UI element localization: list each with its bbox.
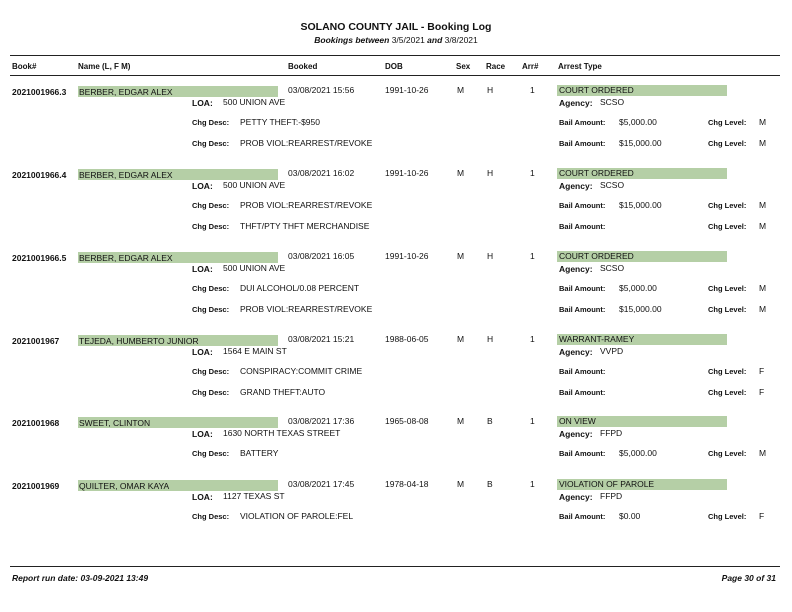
booking-number: 2021001966.5 [12, 253, 67, 263]
chg-desc-value: PROB VIOL:REARREST/REVOKE [240, 138, 373, 148]
arrest-type: WARRANT-RAMEY [559, 334, 635, 344]
loa-label: LOA: [192, 181, 213, 191]
agency-value: SCSO [600, 97, 625, 107]
chg-desc-label: Chg Desc: [192, 512, 230, 521]
inmate-name: BERBER, EDGAR ALEX [79, 253, 173, 263]
race: H [487, 334, 494, 344]
loa-value: 500 UNION AVE [223, 97, 286, 107]
col-arrest-type: Arrest Type [558, 62, 602, 71]
chg-level-value: M [759, 448, 767, 458]
col-book: Book# [12, 62, 37, 71]
race: H [487, 251, 494, 261]
loa-value: 1630 NORTH TEXAS STREET [223, 428, 341, 438]
chg-level-label: Chg Level: [708, 305, 747, 314]
page-number: Page 30 of 31 [721, 573, 776, 583]
booking-number: 2021001968 [12, 418, 60, 428]
chg-level-label: Chg Level: [708, 284, 747, 293]
chg-desc-label: Chg Desc: [192, 139, 230, 148]
booking-number: 2021001969 [12, 481, 60, 491]
bail-amount-label: Bail Amount: [559, 201, 606, 210]
arrest-type: COURT ORDERED [559, 85, 634, 95]
loa-label: LOA: [192, 429, 213, 439]
chg-desc-value: DUI ALCOHOL/0.08 PERCENT [240, 283, 360, 293]
col-arr: Arr# [522, 62, 539, 71]
dob: 1978-04-18 [385, 479, 429, 489]
header-rule [10, 55, 780, 56]
sex: M [457, 479, 465, 489]
race: H [487, 85, 494, 95]
sex: M [457, 168, 465, 178]
chg-level-value: M [759, 117, 767, 127]
bail-amount-label: Bail Amount: [559, 305, 606, 314]
race: B [487, 416, 493, 426]
chg-level-label: Chg Level: [708, 388, 747, 397]
chg-level-label: Chg Level: [708, 201, 747, 210]
dob: 1988-06-05 [385, 334, 429, 344]
agency-value: FFPD [600, 491, 623, 501]
agency-value: FFPD [600, 428, 623, 438]
chg-desc-value: VIOLATION OF PAROLE:FEL [240, 511, 354, 521]
col-race: Race [486, 62, 506, 71]
col-sex: Sex [456, 62, 471, 71]
chg-level-value: M [759, 221, 767, 231]
col-name: Name (L, F M) [78, 62, 131, 71]
bail-amount-label: Bail Amount: [559, 284, 606, 293]
arrest-number: 1 [530, 416, 535, 426]
loa-label: LOA: [192, 492, 213, 502]
bail-amount-value: $15,000.00 [619, 138, 662, 148]
bail-amount-label: Bail Amount: [559, 449, 606, 458]
dob: 1991-10-26 [385, 85, 429, 95]
booked-datetime: 03/08/2021 16:02 [288, 168, 355, 178]
bail-amount-value: $15,000.00 [619, 304, 662, 314]
arrest-number: 1 [530, 334, 535, 344]
arrest-number: 1 [530, 85, 535, 95]
chg-desc-label: Chg Desc: [192, 201, 230, 210]
dob: 1991-10-26 [385, 168, 429, 178]
chg-desc-value: PROB VIOL:REARREST/REVOKE [240, 304, 373, 314]
bail-amount-label: Bail Amount: [559, 118, 606, 127]
report-subtitle [0, 35, 792, 45]
booking-number: 2021001966.3 [12, 87, 67, 97]
agency-value: VVPD [600, 346, 624, 356]
arrest-number: 1 [530, 251, 535, 261]
booked-datetime: 03/08/2021 17:45 [288, 479, 355, 489]
chg-level-label: Chg Level: [708, 222, 747, 231]
chg-desc-label: Chg Desc: [192, 118, 230, 127]
chg-desc-label: Chg Desc: [192, 284, 230, 293]
loa-value: 500 UNION AVE [223, 263, 286, 273]
chg-desc-label: Chg Desc: [192, 222, 230, 231]
col-dob: DOB [385, 62, 403, 71]
race: B [487, 479, 493, 489]
chg-desc-value: PROB VIOL:REARREST/REVOKE [240, 200, 373, 210]
subtitle-prefix: Bookings between [314, 35, 390, 45]
chg-level-value: M [759, 283, 767, 293]
sex: M [457, 85, 465, 95]
col-booked: Booked [288, 62, 318, 71]
loa-label: LOA: [192, 347, 213, 357]
chg-level-label: Chg Level: [708, 139, 747, 148]
bail-amount-value: $5,000.00 [619, 117, 657, 127]
chg-level-label: Chg Level: [708, 512, 747, 521]
chg-level-value: F [759, 366, 765, 376]
bail-amount-value: $0.00 [619, 511, 641, 521]
bail-amount-value: $5,000.00 [619, 283, 657, 293]
agency-label: Agency: [559, 181, 593, 191]
race: H [487, 168, 494, 178]
report-title: SOLANO COUNTY JAIL - Booking Log [300, 21, 492, 33]
agency-label: Agency: [559, 429, 593, 439]
loa-label: LOA: [192, 264, 213, 274]
chg-desc-label: Chg Desc: [192, 367, 230, 376]
report-run-date: Report run date: 03-09-2021 13:49 [12, 573, 149, 583]
bail-amount-label: Bail Amount: [559, 512, 606, 521]
agency-value: SCSO [600, 263, 625, 273]
chg-level-label: Chg Level: [708, 118, 747, 127]
arrest-type: VIOLATION OF PAROLE [559, 479, 655, 489]
agency-label: Agency: [559, 264, 593, 274]
agency-label: Agency: [559, 492, 593, 502]
chg-desc-value: BATTERY [240, 448, 279, 458]
bail-amount-label: Bail Amount: [559, 222, 606, 231]
arrest-type: COURT ORDERED [559, 251, 634, 261]
loa-label: LOA: [192, 98, 213, 108]
inmate-name: TEJEDA, HUMBERTO JUNIOR [79, 336, 199, 346]
chg-desc-value: PETTY THEFT:-$950 [240, 117, 320, 127]
chg-desc-label: Chg Desc: [192, 388, 230, 397]
loa-value: 500 UNION AVE [223, 180, 286, 190]
chg-level-value: F [759, 387, 765, 397]
agency-label: Agency: [559, 98, 593, 108]
bail-amount-label: Bail Amount: [559, 139, 606, 148]
booked-datetime: 03/08/2021 15:56 [288, 85, 355, 95]
chg-level-value: M [759, 200, 767, 210]
arrest-number: 1 [530, 479, 535, 489]
date-from: 3/5/2021 [391, 35, 425, 45]
chg-level-label: Chg Level: [708, 367, 747, 376]
arrest-type: COURT ORDERED [559, 168, 634, 178]
chg-level-value: M [759, 304, 767, 314]
bail-amount-label: Bail Amount: [559, 388, 606, 397]
loa-value: 1127 TEXAS ST [223, 491, 285, 501]
bail-amount-value: $15,000.00 [619, 200, 662, 210]
arrest-type: ON VIEW [559, 416, 596, 426]
chg-desc-value: GRAND THEFT:AUTO [240, 387, 326, 397]
bail-amount-label: Bail Amount: [559, 367, 606, 376]
subtitle-and: and [427, 35, 443, 45]
date-to: 3/8/2021 [444, 35, 478, 45]
sex: M [457, 416, 465, 426]
sex: M [457, 334, 465, 344]
column-rule [10, 75, 780, 76]
agency-value: SCSO [600, 180, 625, 190]
loa-value: 1564 E MAIN ST [223, 346, 287, 356]
footer-rule [10, 566, 780, 567]
chg-level-label: Chg Level: [708, 449, 747, 458]
bail-amount-value: $5,000.00 [619, 448, 657, 458]
chg-level-value: F [759, 511, 765, 521]
sex: M [457, 251, 465, 261]
chg-desc-value: CONSPIRACY:COMMIT CRIME [240, 366, 363, 376]
inmate-name: QUILTER, OMAR KAYA [79, 481, 170, 491]
agency-label: Agency: [559, 347, 593, 357]
chg-desc-label: Chg Desc: [192, 449, 230, 458]
booked-datetime: 03/08/2021 16:05 [288, 251, 355, 261]
inmate-name: BERBER, EDGAR ALEX [79, 87, 173, 97]
chg-desc-value: THFT/PTY THFT MERCHANDISE [240, 221, 370, 231]
chg-level-value: M [759, 138, 767, 148]
inmate-name: SWEET, CLINTON [79, 418, 151, 428]
booking-number: 2021001966.4 [12, 170, 67, 180]
chg-desc-label: Chg Desc: [192, 305, 230, 314]
inmate-name: BERBER, EDGAR ALEX [79, 170, 173, 180]
booking-number: 2021001967 [12, 336, 60, 346]
arrest-number: 1 [530, 168, 535, 178]
booked-datetime: 03/08/2021 15:21 [288, 334, 355, 344]
dob: 1991-10-26 [385, 251, 429, 261]
dob: 1965-08-08 [385, 416, 429, 426]
booked-datetime: 03/08/2021 17:36 [288, 416, 355, 426]
